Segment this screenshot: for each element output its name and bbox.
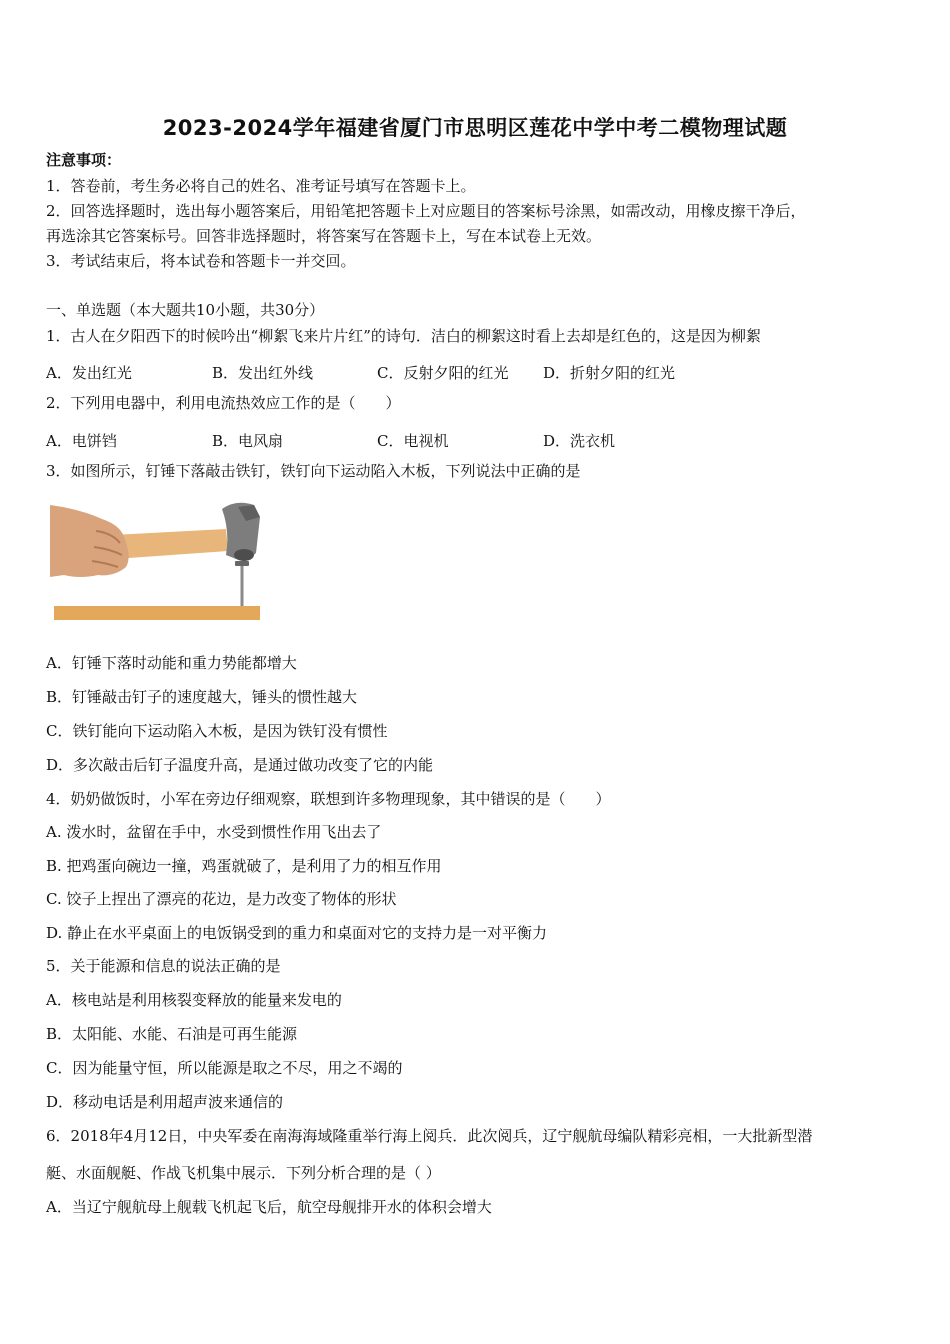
wood-board	[54, 606, 260, 620]
question-4-option-d: D. 静止在水平桌面上的电饭锅受到的重力和桌面对它的支持力是一对平衡力	[46, 924, 548, 942]
question-5-option-c: C．因为能量守恒，所以能源是取之不尽，用之不竭的	[46, 1059, 403, 1077]
question-4-stem: 4．奶奶做饭时，小军在旁边仔细观察，联想到许多物理现象，其中错误的是（ ）	[46, 790, 611, 808]
question-3-stem: 3．如图所示，钉锤下落敲击铁钉，铁钉向下运动陷入木板，下列说法中正确的是	[46, 462, 581, 480]
question-4-option-c: C. 饺子上捏出了漂亮的花边，是力改变了物体的形状	[46, 890, 397, 908]
option-a: A．电饼铛	[46, 432, 117, 450]
question-6-stem-line-2: 艇、水面舰艇、作战飞机集中展示．下列分析合理的是（ ）	[46, 1164, 441, 1182]
question-2-stem: 2．下列用电器中，利用电流热效应工作的是（ ）	[46, 394, 401, 412]
option-c: C．电视机	[377, 432, 449, 450]
option-d: D．折射夕阳的红光	[543, 364, 676, 382]
option-a: A．发出红光	[46, 364, 132, 382]
question-6-option-a: A．当辽宁舰航母上舰载飞机起飞后，航空母舰排开水的体积会增大	[46, 1198, 492, 1216]
question-5-option-b: B．太阳能、水能、石油是可再生能源	[46, 1025, 298, 1043]
question-4-option-a: A. 泼水时，盆留在手中，水受到惯性作用飞出去了	[46, 823, 382, 841]
question-1-stem: 1．古人在夕阳西下的时候吟出“柳絮飞来片片红”的诗句．洁白的柳絮这时看上去却是红色的，这是因为柳絮	[46, 327, 761, 345]
question-5-option-a: A．核电站是利用核裂变释放的能量来发电的	[46, 991, 342, 1009]
option-d: D．洗衣机	[543, 432, 616, 450]
page-title: 2023-2024学年福建省厦门市思明区莲花中学中考二模物理试题	[162, 116, 788, 140]
question-1-options	[46, 362, 746, 380]
question-3-option-d: D．多次敲击后钉子温度升高，是通过做功改变了它的内能	[46, 756, 434, 774]
hammer-handle	[112, 529, 228, 559]
section-heading: 一、单选题（本大题共10小题，共30分）	[46, 301, 325, 319]
question-2-options	[46, 430, 746, 448]
option-c: C．反射夕阳的红光	[377, 364, 509, 382]
option-b: B．电风扇	[212, 432, 284, 450]
notice-item: 2．回答选择题时，选出每小题答案后，用铅笔把答题卡上对应题目的答案标号涂黑，如需改动，用橡皮擦干净后，	[46, 202, 806, 220]
hammer-face	[234, 549, 254, 561]
notice-heading: 注意事项：	[46, 151, 122, 169]
question-5-option-d: D．移动电话是利用超声波来通信的	[46, 1093, 284, 1111]
question-3-option-c: C．铁钉能向下运动陷入木板，是因为铁钉没有惯性	[46, 722, 388, 740]
question-3-option-b: B．钉锤敲击钉子的速度越大，锤头的惯性越大	[46, 688, 358, 706]
notice-item: 1．答卷前，考生务必将自己的姓名、准考证号填写在答题卡上。	[46, 177, 476, 195]
nail-shank	[241, 565, 244, 606]
question-5-stem: 5．关于能源和信息的说法正确的是	[46, 957, 281, 975]
question-6-stem-line-1: 6．2018年4月12日，中央军委在南海海域隆重举行海上阅兵．此次阅兵，辽宁舰航母编队精彩亮相，一大批新型潜	[46, 1127, 813, 1145]
question-3-option-a: A．钉锤下落时动能和重力势能都增大	[46, 654, 297, 672]
hammer-nail-figure	[50, 495, 270, 625]
option-b: B．发出红外线	[212, 364, 314, 382]
notice-item: 3．考试结束后，将本试卷和答题卡一并交回。	[46, 252, 356, 270]
hammer-nail-illustration	[50, 495, 270, 625]
notice-item: 再选涂其它答案标号。回答非选择题时，将答案写在答题卡上，写在本试卷上无效。	[46, 227, 602, 245]
nail-head	[235, 561, 249, 566]
question-4-option-b: B. 把鸡蛋向碗边一撞，鸡蛋就破了，是利用了力的相互作用	[46, 857, 442, 875]
